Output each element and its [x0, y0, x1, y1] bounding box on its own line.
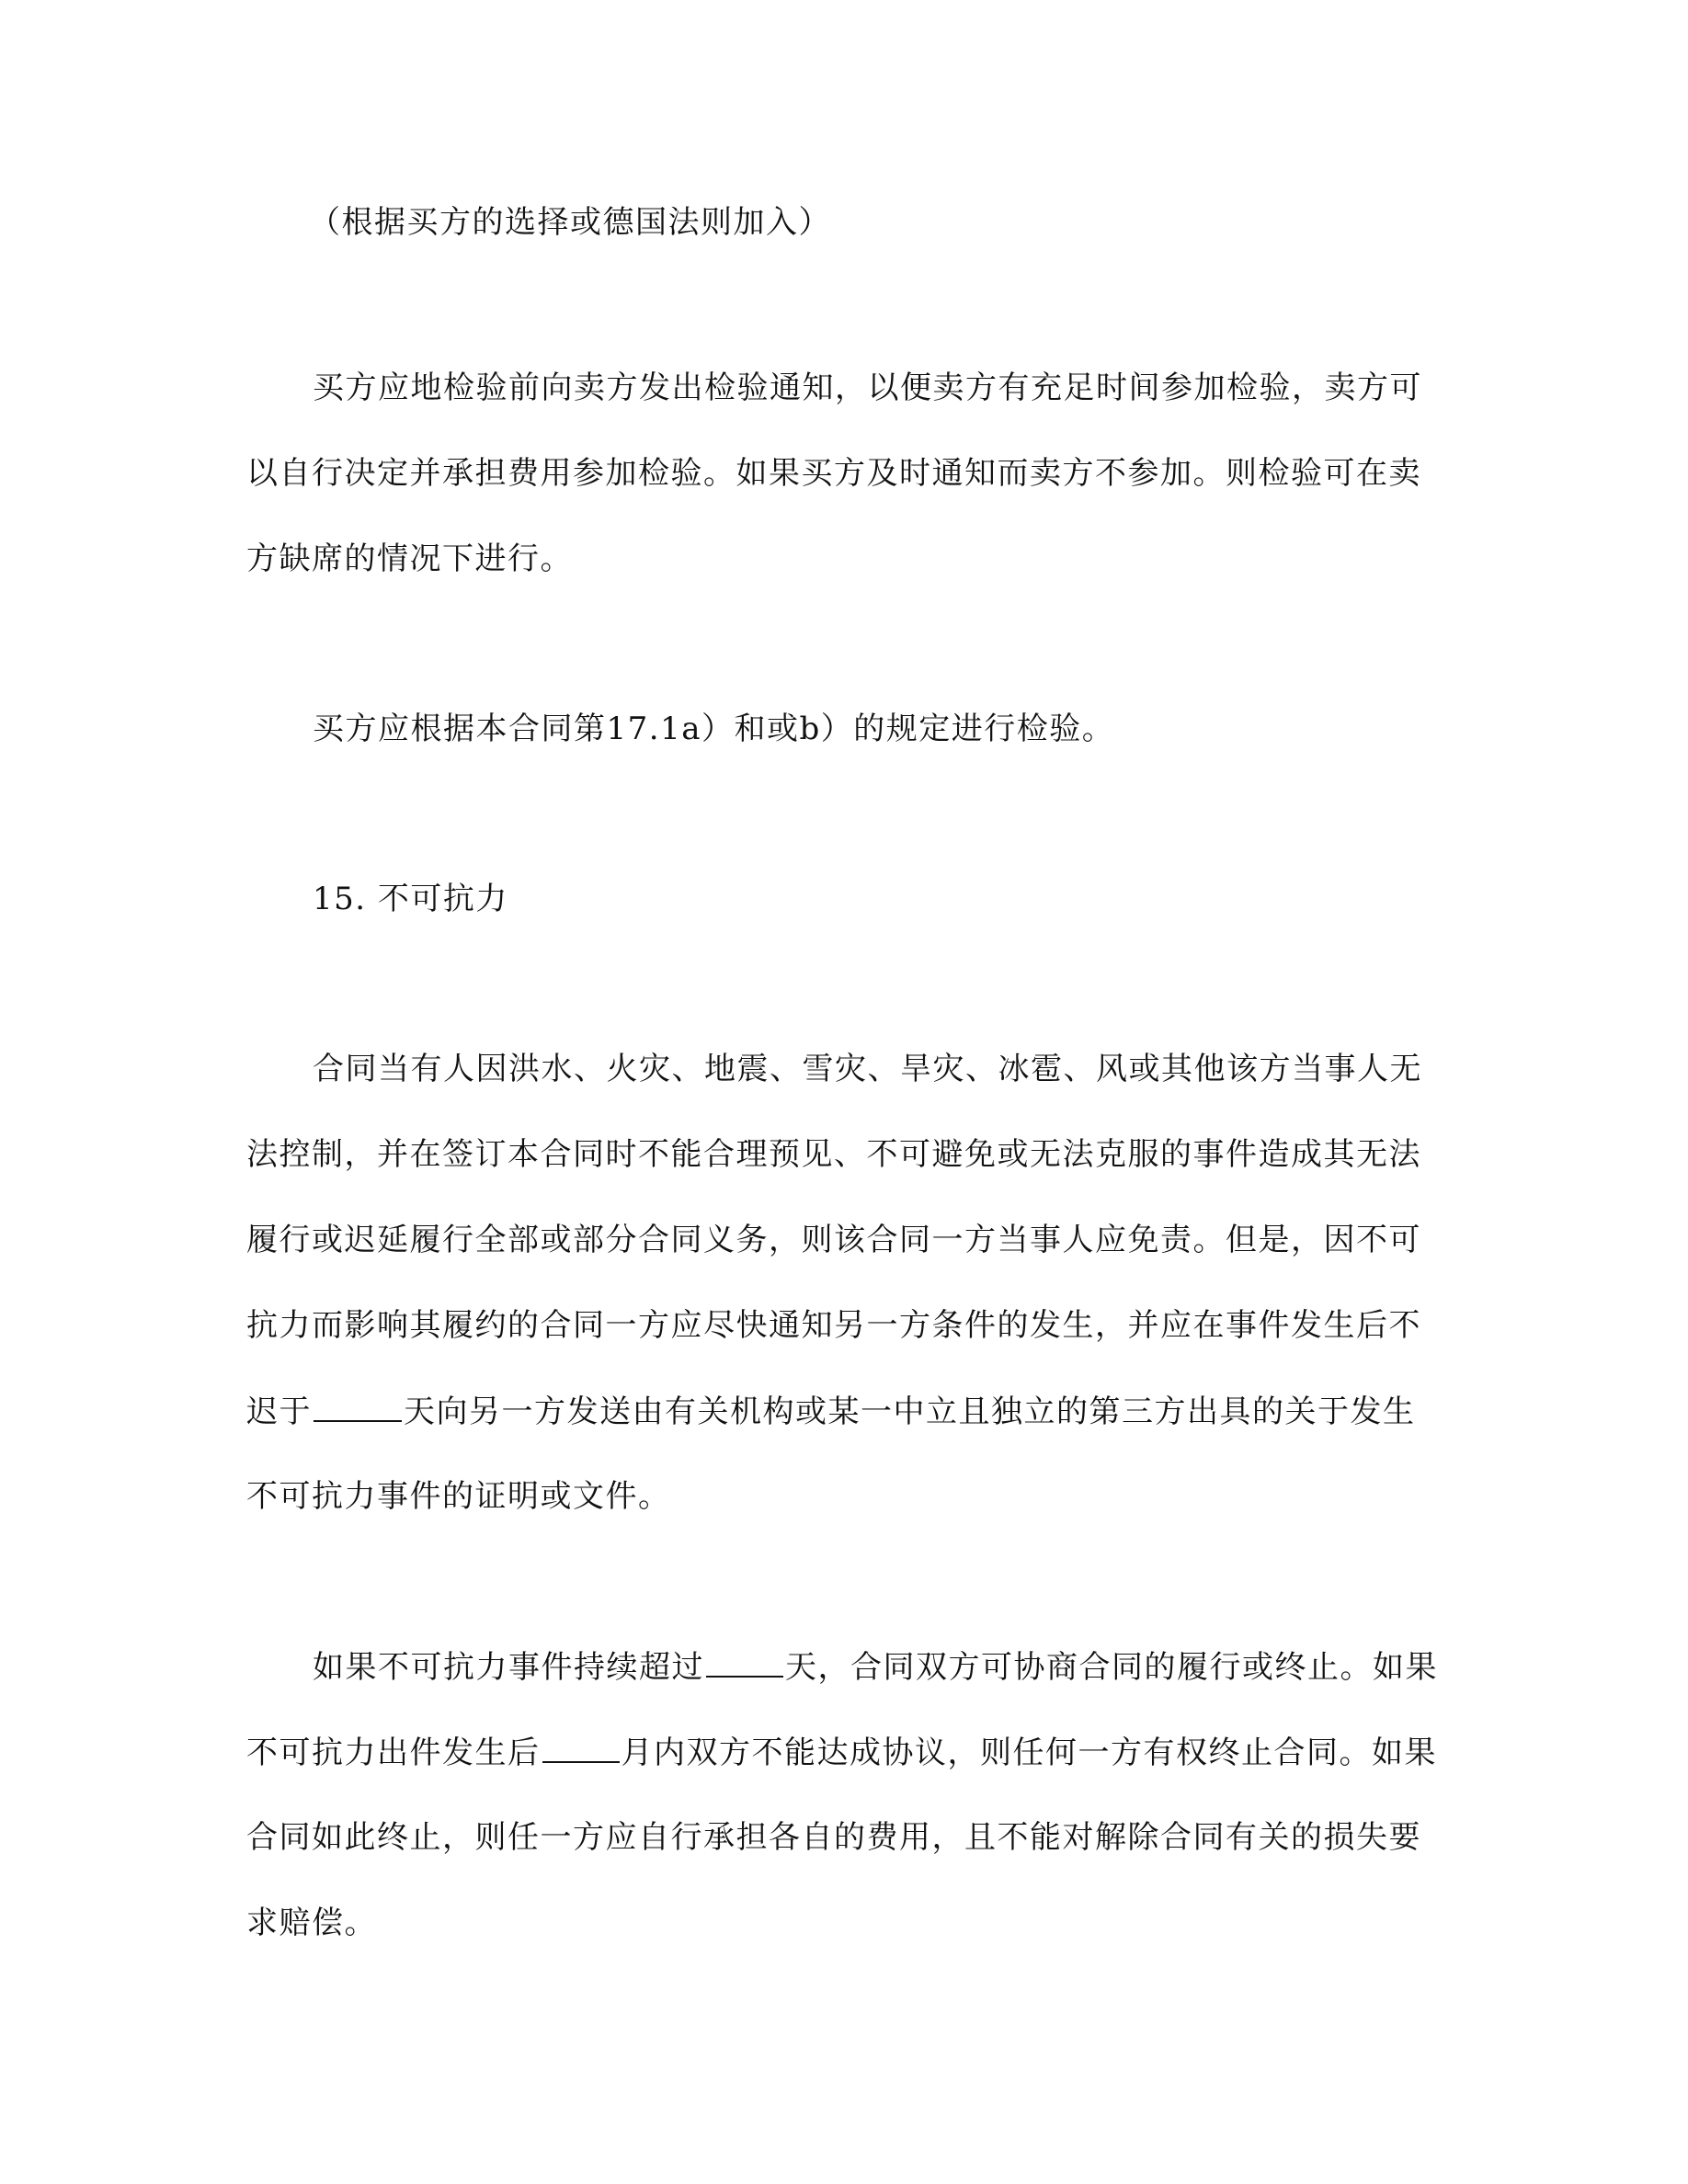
paragraph-termination-line-2 — [246, 1734, 1442, 1771]
paragraph-force-majeure-line-1: 合同当有人因洪水、火灾、地震、雪灾、旱灾、冰雹、风或其他该方当事人无 — [313, 1051, 1422, 1087]
paragraph-force-majeure-line-2: 法控制，并在签订本合同时不能合理预见、不可避免或无法克服的事件造成其无法 — [246, 1136, 1421, 1173]
bracket-note: （根据买方的选择或德国法则加入） — [309, 204, 831, 241]
text-segment: 迟于 — [246, 1393, 312, 1430]
paragraph-force-majeure-line-4: 抗力而影响其履约的合同一方应尽快通知另一方条件的发生，并应在事件发生后不 — [246, 1307, 1421, 1344]
fill-in-blank-duration-days — [706, 1648, 783, 1678]
section-heading-force-majeure: 15. 不可抗力 — [313, 881, 508, 917]
text-segment: 如果不可抗力事件持续超过 — [313, 1649, 704, 1686]
paragraph-inspection-notice-line-3: 方缺席的情况下进行。 — [246, 540, 573, 577]
text-segment: 月内双方不能达成协议，则任何一方有权终止合同。如果 — [621, 1735, 1437, 1771]
paragraph-inspection-rule: 买方应根据本合同第17.1a）和或b）的规定进行检验。 — [313, 711, 1115, 747]
paragraph-force-majeure-line-3: 履行或迟延履行全部或部分合同义务，则该合同一方当事人应免责。但是，因不可 — [246, 1222, 1421, 1258]
paragraph-force-majeure-line-5 — [246, 1393, 1442, 1430]
fill-in-blank-days — [314, 1393, 402, 1422]
fill-in-blank-months — [542, 1734, 620, 1763]
text-segment: 天，合同双方可协商合同的履行或终止。如果 — [785, 1649, 1438, 1686]
paragraph-inspection-notice-line-2: 以自行决定并承担费用参加检验。如果买方及时通知而卖方不参加。则检验可在卖 — [246, 455, 1421, 492]
paragraph-force-majeure-line-6: 不可抗力事件的证明或文件。 — [246, 1478, 671, 1515]
text-segment: 不可抗力出件发生后 — [246, 1735, 541, 1771]
paragraph-termination-line-3: 合同如此终止，则任一方应自行承担各自的费用，且不能对解除合同有关的损失要 — [246, 1819, 1421, 1856]
paragraph-inspection-notice-line-1: 买方应地检验前向卖方发出检验通知，以便卖方有充足时间参加检验，卖方可 — [313, 370, 1422, 406]
text-segment: 天向另一方发送由有关机构或某一中立且独立的第三方出具的关于发生 — [404, 1393, 1416, 1430]
paragraph-termination-line-4: 求赔偿。 — [246, 1905, 377, 1941]
paragraph-termination-line-1 — [313, 1648, 1508, 1686]
